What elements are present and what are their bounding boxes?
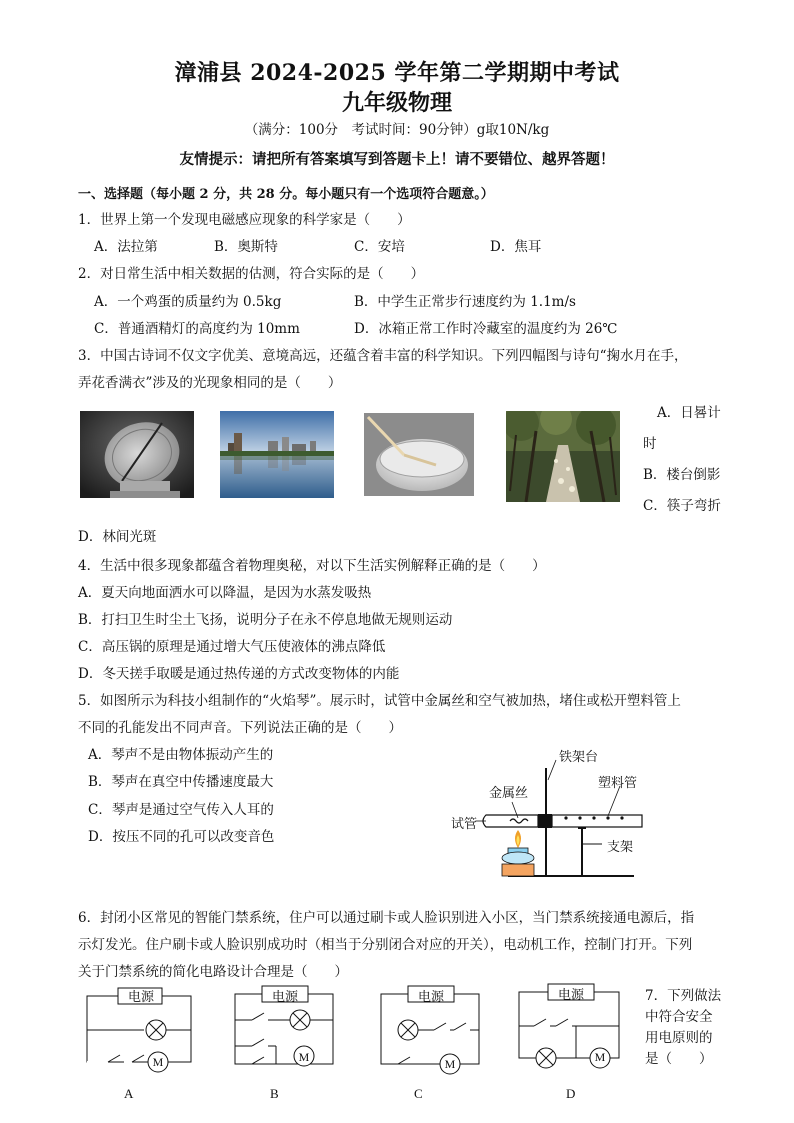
choice-d-label: D [566, 1086, 576, 1101]
power-label-a: 电源 [127, 989, 154, 1004]
tower-reflection-photo [220, 411, 334, 498]
question-7-line4: 是（ ） [645, 1051, 713, 1067]
q3-option-d: D．林间光斑 [78, 529, 157, 545]
question-3-stem-line2: 弄花香满衣”涉及的光现象相同的是（ ） [78, 375, 342, 391]
power-label-b: 电源 [271, 989, 298, 1004]
q3-option-a-cont: 时 [643, 436, 657, 452]
flame-harp-figure [448, 740, 648, 882]
label-test-tube: 试管 [451, 817, 478, 832]
exam-info: （满分：100分 考试时间：90分钟）g取10N/kg [244, 122, 550, 138]
q1-option-c: C．安培 [354, 239, 405, 255]
friendly-tip: 友情提示：请把所有答案填写到答题卡上！请不要错位、越界答题！ [179, 151, 615, 168]
section-heading: 一、选择题（每小题 2 分，共 28 分。每小题只有一个选项符合题意。） [78, 187, 494, 202]
motor-label-a: M [152, 1055, 164, 1069]
q5-option-b: B．琴声在真空中传播速度最大 [88, 774, 274, 790]
question-5-stem-line2: 不同的孔能发出不同声音。下列说法正确的是（ ） [78, 720, 402, 736]
label-metal-wire: 金属丝 [489, 786, 529, 801]
q4-option-c: C．高压锅的原理是通过增大气压使液体的沸点降低 [78, 639, 386, 655]
q2-option-b: B．中学生正常步行速度约为 1.1m/s [354, 294, 576, 310]
bent-chopstick-photo [364, 413, 474, 496]
q1-option-b: B．奥斯特 [214, 239, 278, 255]
question-7-line2: 中符合安全 [645, 1009, 713, 1025]
q2-option-d: D．冰箱正常工作时冷藏室的温度约为 26℃ [354, 321, 618, 337]
q3-option-a: A．日晷计 [657, 405, 721, 421]
exam-subject: 九年级物理 [341, 90, 452, 116]
question-3-stem-line1: 3．中国古诗词不仅文字优美、意境高远，还蕴含着丰富的科学知识。下列四幅图与诗句“掬水月在手， [78, 348, 688, 364]
q5-option-c: C．琴声是通过空气传入人耳的 [88, 802, 274, 818]
q1-option-a: A．法拉第 [94, 239, 158, 255]
motor-label-d: M [594, 1050, 606, 1064]
label-plastic-pipe: 塑料管 [598, 776, 638, 791]
label-support: 支架 [607, 840, 634, 855]
q5-option-d: D．按压不同的孔可以改变音色 [88, 829, 275, 845]
question-7-line3: 用电原则的 [645, 1030, 713, 1046]
choice-a-label: A [124, 1086, 134, 1101]
q3-option-c: C．筷子弯折 [643, 498, 721, 514]
power-label-d: 电源 [557, 987, 584, 1002]
question-6-stem-line1: 6．封闭小区常见的智能门禁系统，住户可以通过刷卡或人脸识别进入小区，当门禁系统接通电源后，指 [78, 910, 695, 926]
question-2-stem: 2．对日常生活中相关数据的估测，符合实际的是（ ） [78, 266, 425, 282]
q1-option-d: D．焦耳 [490, 239, 542, 255]
choice-c-label: C [414, 1086, 423, 1101]
q2-option-c: C．普通酒精灯的高度约为 10mm [94, 321, 300, 337]
choice-b-label: B [270, 1086, 279, 1101]
q3-option-b: B．楼台倒影 [643, 467, 721, 483]
question-6-stem-line3: 关于门禁系统的简化电路设计合理是（ ） [78, 964, 348, 980]
question-4-stem: 4．生活中很多现象都蕴含着物理奥秘，对以下生活实例解释正确的是（ ） [78, 558, 546, 574]
q4-option-a: A．夏天向地面洒水可以降温，是因为水蒸发吸热 [78, 585, 372, 601]
q4-option-b: B．打扫卫生时尘土飞扬，说明分子在永不停息地做无规则运动 [78, 612, 453, 628]
question-6-stem-line2: 示灯发光。住户刷卡或人脸识别成功时（相当于分别闭合对应的开关），电动机工作，控制门打开。下列 [78, 937, 693, 953]
forest-light-spots-photo [506, 411, 620, 502]
power-label-c: 电源 [417, 989, 444, 1004]
q5-option-a: A．琴声不是由物体振动产生的 [88, 747, 274, 763]
q4-option-d: D．冬天搓手取暖是通过热传递的方式改变物体的内能 [78, 666, 400, 682]
exam-title: 漳浦县 2024-2025 学年第二学期期中考试 [174, 60, 620, 86]
q2-option-a: A．一个鸡蛋的质量约为 0.5kg [94, 294, 282, 310]
question-1-stem: 1．世界上第一个发现电磁感应现象的科学家是（ ） [78, 212, 411, 228]
label-iron-stand: 铁架台 [559, 750, 599, 765]
motor-label-b: M [298, 1050, 310, 1064]
motor-label-c: M [444, 1057, 456, 1071]
question-5-stem-line1: 5．如图所示为科技小组制作的“火焰琴”。展示时，试管中金属丝和空气被加热，堵住或松开塑料管上 [78, 693, 681, 709]
question-7-line1: 7．下列做法 [645, 988, 722, 1004]
sundial-photo [80, 411, 194, 498]
